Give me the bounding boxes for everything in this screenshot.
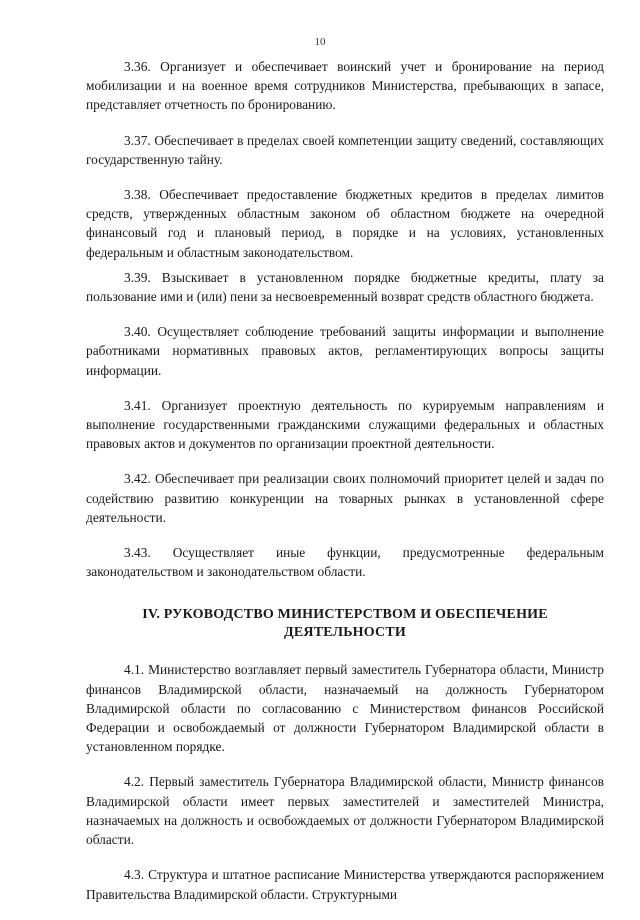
paragraph-4-3: 4.3. Структура и штатное расписание Министерства утверждаются распоряжением Правительства Владимирской области. Структурными [86, 867, 604, 902]
paragraph-3-38: 3.38. Обеспечивает предоставление бюджетных кредитов в пределах лимитов средств, утвержденных областным законом об областном бюджете на очередной финансовый год и плановый период, в порядке и на условиях, установленных федеральным и областным законодательством. [86, 187, 604, 260]
paragraph-3-37: 3.37. Обеспечивает в пределах своей компетенции защиту сведений, составляющих государственную тайну. [86, 132, 604, 167]
section-heading-line1: IV. РУКОВОДСТВО МИНИСТЕРСТВОМ И ОБЕСПЕЧЕНИЕ [142, 607, 548, 623]
paragraph-3-41: 3.41. Организует проектную деятельность по курируемым направлениям и выполнение государственными гражданскими служащими федеральных и областных правовых актов и документов по организации проектной деятельности. [86, 397, 604, 452]
paragraph-3-40: 3.40. Осуществляет соблюдение требований защиты информации и выполнение работниками нормативных правовых актов, регламентирующих вопросы защиты информации. [86, 324, 604, 378]
paragraph-3-43: 3.43. Осуществляет иные функции, предусмотренные федеральным законодательством и законодательством области. [86, 545, 604, 580]
document-body [86, 57, 604, 920]
paragraph-4-1: 4.1. Министерство возглавляет первый заместитель Губернатора области, Министр финансов Владимирской области, назначаемый на должность Губернатором Владимирской области по согласованию с Министерством финансов Российской Федерации и освобождаемый от должности Губернатором Владимирской области в установленном порядке. [86, 662, 604, 755]
paragraph-4-2: 4.2. Первый заместитель Губернатора Владимирской области, Министр финансов Владимирской области имеет первых заместителей и заместителей Министра, назначаемых на должность и освобождаемых от должности Губернатором Владимирской области. [86, 774, 604, 848]
section-heading-line2: ДЕЯТЕЛЬНОСТИ [284, 625, 406, 641]
paragraph-3-39: 3.39. Взыскивает в установленном порядке бюджетные кредиты, плату за пользование ими и (или) пени за несвоевременный возврат средств областного бюджета. [86, 269, 604, 305]
paragraph-3-42: 3.42. Обеспечивает при реализации своих полномочий приоритет целей и задач по содействию развитию конкуренции на товарных рынках в установленной сфере деятельности. [86, 471, 604, 525]
paragraph-3-36: 3.36. Организует и обеспечивает воинский учет и бронирование на период мобилизации и на военное время сотрудников Министерства, пребывающих в запасе, представляет отчетность по бронированию. [86, 59, 604, 113]
section-heading [86, 606, 604, 642]
page-number: 10 [314, 36, 326, 48]
